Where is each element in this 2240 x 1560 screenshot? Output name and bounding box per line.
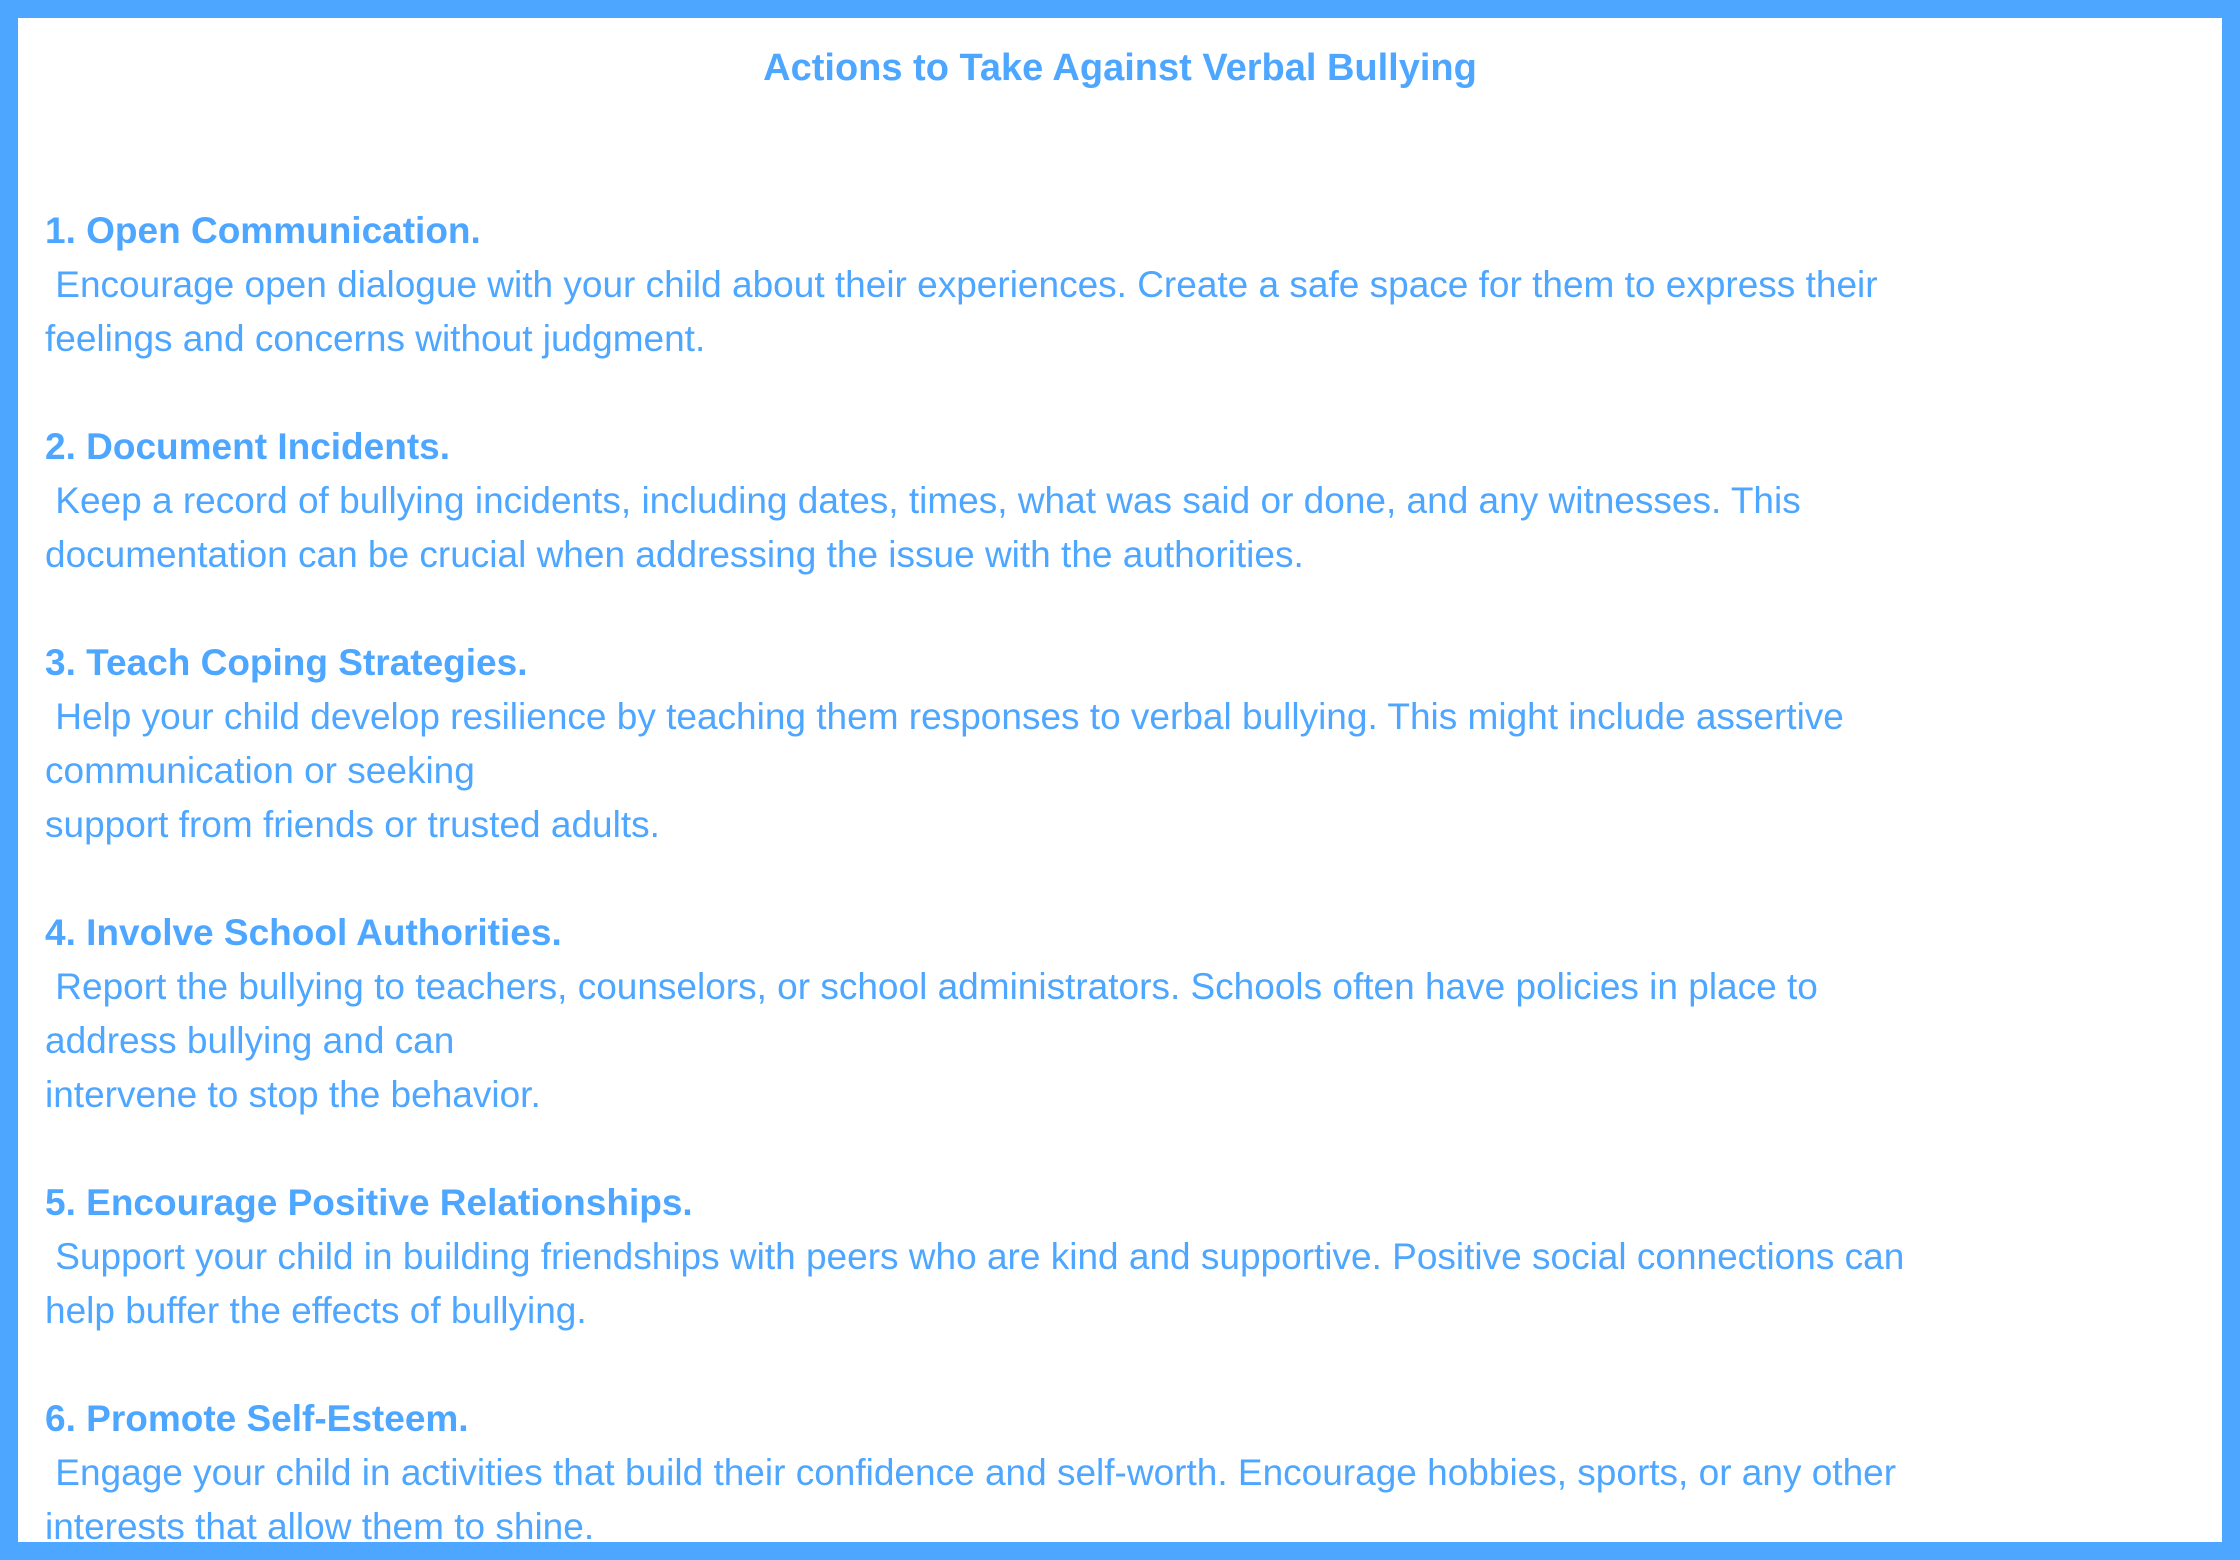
action-heading: 5. Encourage Positive Relationships. <box>45 1182 693 1223</box>
action-text-line: feelings and concerns without judgment. <box>45 318 706 359</box>
action-heading: 3. Teach Coping Strategies. <box>45 642 528 683</box>
action-heading: 1. Open Communication. <box>45 210 481 251</box>
action-text-line: Encourage open dialogue with your child about their experiences. Create a safe space for them to express their <box>45 264 1878 305</box>
action-item-open-communication <box>45 204 2195 366</box>
action-text-line: Keep a record of bullying incidents, including dates, times, what was said or done, and any witnesses. This <box>45 480 1801 521</box>
action-text-line: help buffer the effects of bullying. <box>45 1290 587 1331</box>
action-text-line: interests that allow them to shine. <box>45 1506 595 1547</box>
page-title: Actions to Take Against Verbal Bullying <box>763 47 1477 89</box>
action-text-line: address bullying and can <box>45 1020 455 1061</box>
action-text-line: intervene to stop the behavior. <box>45 1074 541 1115</box>
action-text-line: support from friends or trusted adults. <box>45 804 660 845</box>
action-item-document-incidents <box>45 420 2195 582</box>
action-item-coping-strategies <box>45 636 2195 852</box>
action-item-school-authorities <box>45 906 2195 1122</box>
action-heading: 4. Involve School Authorities. <box>45 912 562 953</box>
action-text-line: Help your child develop resilience by teaching them responses to verbal bullying. This might include assertive <box>45 696 1844 737</box>
action-text-line: Support your child in building friendships with peers who are kind and supportive. Positive social connections can <box>45 1236 1905 1277</box>
action-heading: 6. Promote Self-Esteem. <box>45 1398 469 1439</box>
action-item-positive-relationships <box>45 1176 2195 1338</box>
action-text-line: documentation can be crucial when addressing the issue with the authorities. <box>45 534 1304 575</box>
action-text-line: Report the bullying to teachers, counselors, or school administrators. Schools often have policies in place to <box>45 966 1818 1007</box>
action-list <box>45 204 2195 1554</box>
action-text-line: communication or seeking <box>45 750 475 791</box>
action-item-self-esteem <box>45 1392 2195 1554</box>
action-text-line: Engage your child in activities that build their confidence and self-worth. Encourage hobbies, sports, or any other <box>45 1452 1897 1493</box>
action-heading: 2. Document Incidents. <box>45 426 451 467</box>
